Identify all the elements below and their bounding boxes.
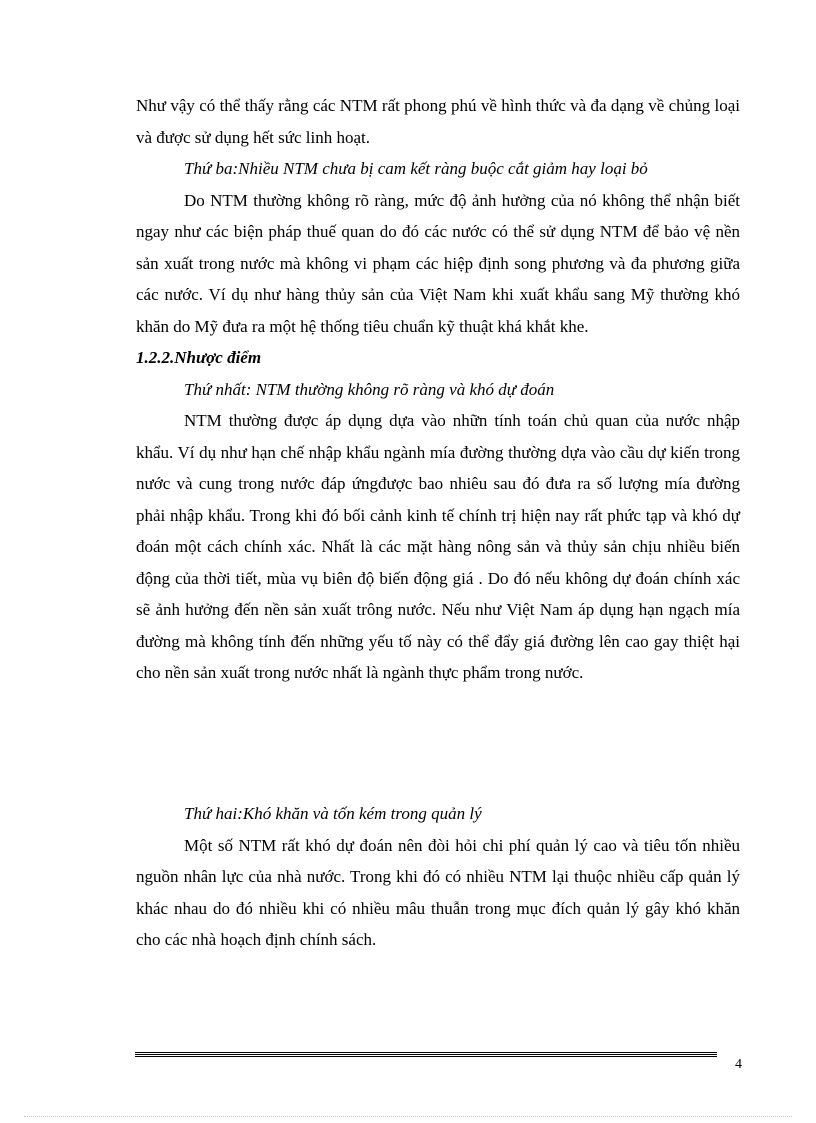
page-number: 4 [735,1057,742,1072]
text-block-2 [136,798,740,956]
footer-divider [135,1052,717,1057]
paragraph: Một số NTM rất khó dự đoán nên đòi hỏi chi phí quản lý cao và tiêu tốn nhiều nguồn nhân lực của nhà nước. Trong khi đó có nhiều NTM lại thuộc nhiều cấp quản lý khác nhau do đó nhiều khi có nhiều mâu thuẫn trong mục đích quản lý gây khó khăn cho các nhà hoạch định chính sách. [136,835,740,949]
subheading-italic: Thứ hai:Khó khăn và tốn kém trong quản lý [184,804,482,823]
subheading-italic: Thứ nhất: NTM thường không rõ ràng và khó dự đoán [184,379,555,399]
section-heading: 1.2.2.Nhược điểm [136,348,262,367]
page-boundary [24,1116,792,1117]
subheading-italic: Thứ ba:Nhiều NTM chưa bị cam kết ràng buộc cắt giảm hay loại bỏ [184,159,648,178]
text-block-1 [136,90,740,689]
paragraph: NTM thường được áp dụng dựa vào nhữn tính toán chủ quan của nước nhập khẩu. Ví dụ như hạn chế nhập khẩu ngành mía đường thường dựa vào cầu dự kiến trong nước và cung trong nước đáp ứngđược bao nhiêu sau đó đưa ra số lượng mía đường phải nhập khẩu. Trong khi đó bối cảnh kinh tế chính trị hiện nay rất phức tạp và khó dự đoán một cách chính xác. Nhất là các mặt hàng nông sản và thủy sản chịu nhiều biến động của thời tiết, mùa vụ biên độ biến động giá . Do đó nếu không dự đoán chính xác sẽ ảnh hưởng đến nền sản xuất trông nước. Nếu như Việt Nam áp dụng hạn ngạch mía đường mà không tính đến những yếu tố này có thể đẩy giá đường lên cao gay thiệt hại cho nền sản xuất trong nước nhất là ngành thực phẩm trong nước. [136,411,740,682]
paragraph: Do NTM thường không rõ ràng, mức độ ảnh hưởng của nó không thể nhận biết ngay như các biện pháp thuế quan do đó các nước có thể sử dụng NTM để bảo vệ nền sản xuất trong nước mà không vi phạm các hiệp định song phương và đa phương giữa các nước. Ví dụ như hàng thủy sản của Việt Nam khi xuất khẩu sang Mỹ thường khó khăn do Mỹ đưa ra một hệ thống tiêu chuẩn kỹ thuật khá khắt khe. [136,190,740,336]
paragraph: Như vậy có thể thấy rằng các NTM rất phong phú về hình thức và đa dạng về chủng loại và được sử dụng hết sức linh hoạt. [136,96,740,147]
